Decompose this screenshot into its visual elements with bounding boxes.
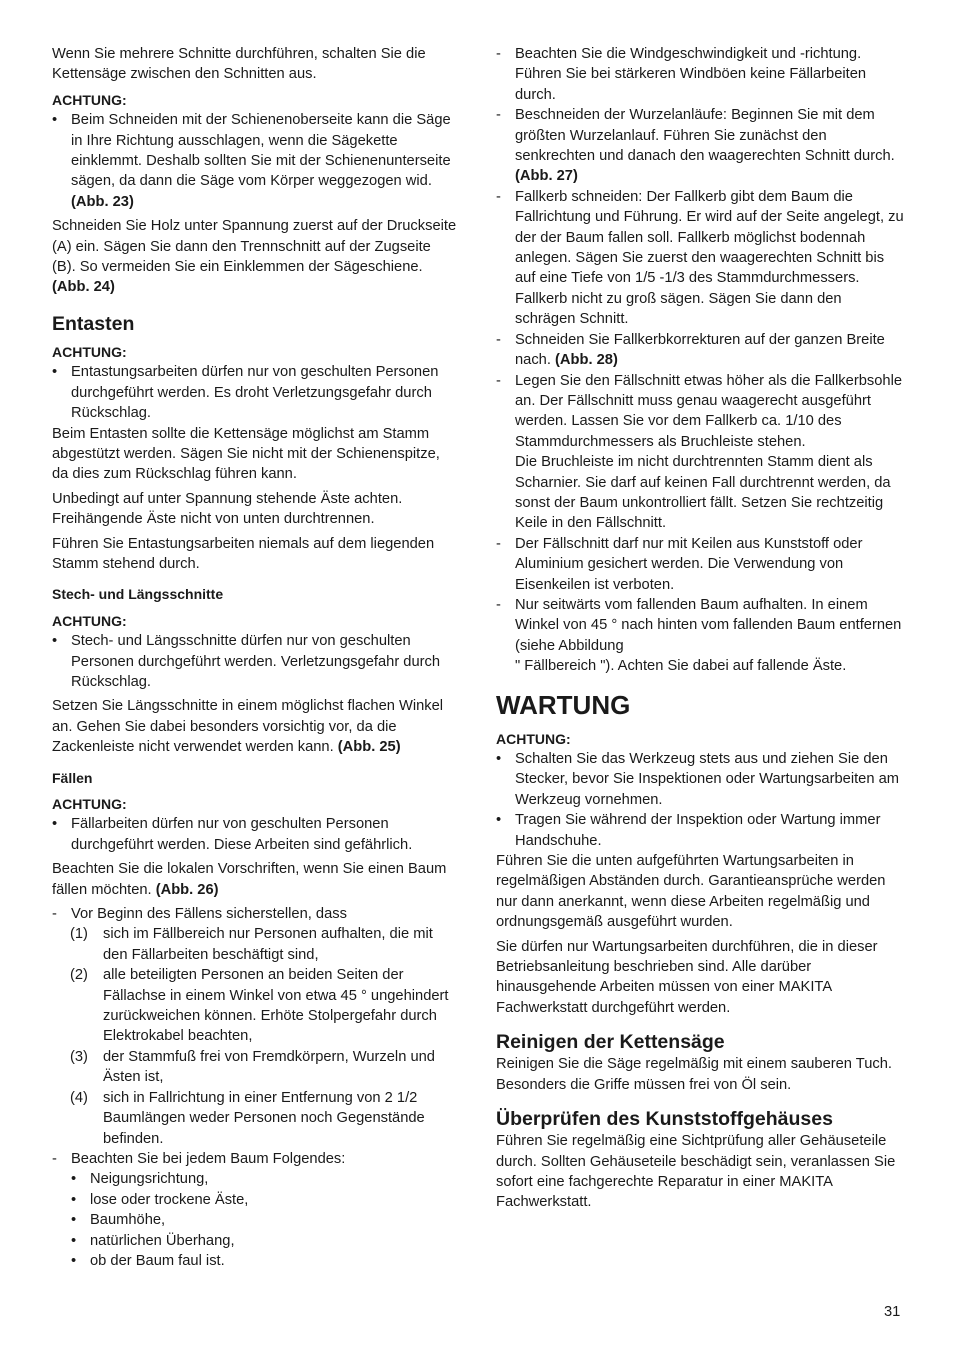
dash-text: Schneiden Sie Fallkerbkorrekturen auf der ganzen Breite nach. (515, 331, 885, 369)
subheading-faellen: Fällen (52, 769, 93, 786)
dash-item (496, 371, 906, 453)
sub-bullet-item (52, 1251, 458, 1271)
paragraph: Beim Entasten sollte die Kettensäge möglichst am Stamm abgestützt werden. Sägen Sie nicht mit der Schienenspitze, da dies zum Rückschlag führen kann. (52, 425, 440, 483)
section-heading-entasten: Entasten (52, 312, 135, 335)
dash-item (496, 595, 906, 656)
bullet-marker: • (52, 364, 58, 381)
figure-ref: (Abb. 24) (52, 279, 115, 296)
sub-bullet-item (52, 1169, 458, 1189)
bullet-marker: • (496, 751, 502, 767)
figure-ref: (Abb. 26) (155, 881, 219, 898)
warning-label: ACHTUNG: (52, 343, 127, 360)
bullet-item (52, 631, 458, 692)
dash-continuation: Die Bruchleiste im nicht durchtrennten Stamm dient als Scharnier. Sie darf auf keinen Fall durchtrennt werden, da sonst der Baum unkontrolliert fällt. Setzen Sie rechtzeitig Keile in den Fällschnitt. (515, 454, 891, 532)
bullet-item (496, 810, 906, 851)
sub-bullet-text: natürlichen Überhang, (90, 1232, 235, 1249)
sub-bullet-text: lose oder trockene Äste, (90, 1191, 249, 1208)
bullet-marker: • (52, 633, 58, 650)
bullet-item (496, 749, 906, 810)
dash-continuation: " Fällbereich "). Achten Sie dabei auf fallende Äste. (515, 658, 847, 675)
dash-text: Legen Sie den Fällschnitt etwas höher als die Fallkerbsohle an. Der Fällschnitt muss genau waagerecht ausgeführt werden. Lassen Sie vor dem Fallkerb ca. 1/10 des Stammdurchmessers als Bruchleiste stehen. (515, 372, 902, 450)
sub-bullet-text: Neigungsrichtung, (90, 1171, 209, 1188)
numbered-text: der Stammfuß frei von Fremdkörpern, Wurzeln und Ästen ist, (103, 1048, 435, 1086)
dash-text: Vor Beginn des Fällens sicherstellen, dass (71, 906, 347, 923)
paragraph: Führen Sie die unten aufgeführten Wartungsarbeiten in regelmäßigen Abständen durch. Garantieansprüche werden nur dann anerkannt, wenn diese Arbeiten regelmäßig und ordnungsgemäß ausgeführt wurden. (496, 853, 886, 931)
dash-marker: - (496, 107, 501, 124)
paragraph: Führen Sie Entastungsarbeiten niemals auf dem liegenden Stamm stehend durch. (52, 535, 435, 572)
numbered-text: sich im Fällbereich nur Personen aufhalten, die mit den Fällarbeiten beschäftigt sind, (103, 926, 433, 963)
dash-marker: - (496, 188, 501, 205)
paragraph: Wenn Sie mehrere Schnitte durchführen, schalten Sie die Kettensäge zwischen den Schnitten aus. (52, 46, 426, 83)
dash-marker: - (496, 372, 501, 389)
sub-bullet-item (52, 1231, 458, 1251)
dash-item (52, 904, 458, 924)
bullet-text: Beim Schneiden mit der Schienenoberseite kann die Säge in Ihre Richtung ausschlagen, wenn die Sägekette einklemmt. Deshalb sollten Sie mit der Schienenunterseite sägen, da dann die Säge vom Körper weggezogen wid. (71, 112, 451, 190)
bullet-marker: • (71, 1252, 77, 1269)
dash-item (496, 534, 906, 595)
sub-bullet-item (52, 1190, 458, 1210)
dash-marker: - (496, 596, 501, 613)
warning-label: ACHTUNG: (52, 612, 127, 629)
dash-text: Der Fällschnitt darf nur mit Keilen aus Kunststoff oder Aluminium gesichert werden. Die Verwendung von Eisenkeilen ist verboten. (515, 535, 863, 593)
numbered-item (52, 1047, 458, 1088)
dash-marker: - (496, 331, 501, 348)
paragraph (52, 216, 458, 298)
dash-text: Beschneiden der Wurzelanläufe: Beginnen Sie mit dem größten Wurzelanlauf. Führen Sie zunächst den senkrechten und danach den waagerechten Schnitt durch. (515, 107, 895, 165)
paragraph-text: Setzen Sie Längsschnitte in einem möglichst flachen Winkel an. Gehen Sie dabei besonders vorsichtig vor, da die Zackenleiste nicht verwendet werden kann. (52, 698, 444, 756)
dash-item (496, 187, 906, 330)
figure-ref: (Abb. 25) (337, 739, 401, 756)
right-column (496, 44, 906, 1217)
paragraph (52, 859, 458, 900)
bullet-text: Tragen Sie während der Inspektion oder Wartung immer Handschuhe. (515, 812, 881, 849)
bullet-marker: • (71, 1232, 77, 1249)
dash-marker: - (496, 46, 501, 62)
section-heading-wartung: WARTUNG (496, 689, 631, 720)
bullet-text: Fällarbeiten dürfen nur von geschulten Personen durchgeführt werden. Diese Arbeiten sind gefährlich. (71, 816, 413, 853)
bullet-item (52, 362, 458, 423)
figure-ref: (Abb. 28) (555, 352, 618, 369)
paragraph-text: Beachten Sie die lokalen Vorschriften, wenn Sie einen Baum fällen möchten. (52, 861, 447, 898)
paragraph (52, 696, 458, 757)
warning-label: ACHTUNG: (496, 730, 571, 747)
dash-text: Nur seitwärts vom fallenden Baum aufhalten. In einem Winkel von 45 ° nach hinten vom fallenden Baum entfernen (siehe Abbildung (515, 596, 902, 654)
dash-text: Fallkerb schneiden: Der Fallkerb gibt dem Baum die Fallrichtung und Führung. Er wird auf der Seite angelegt, zu der der Baum fallen soll. Fallkerb möglichst bodennah anlegen. Sägen Sie zuerst den waagerechten Schnitt bis auf eine Tiefe von 1/5 -1/3 des Stammdurchmessers. Fallkerb nicht zu groß sägen. Sägen Sie dann den schrägen Schnitt. (515, 188, 904, 328)
bullet-marker: • (52, 112, 58, 129)
numbered-item (52, 1088, 458, 1149)
bullet-text: Schalten Sie das Werkzeug stets aus und ziehen Sie den Stecker, bevor Sie Inspektionen oder Wartungsarbeiten am Werkzeug vornehmen. (515, 751, 899, 808)
number-marker: (3) (70, 1048, 88, 1065)
figure-ref: (Abb. 27) (515, 168, 578, 185)
dash-marker: - (52, 1150, 57, 1167)
subheading-stech: Stech- und Längsschnitte (52, 586, 224, 603)
bullet-marker: • (496, 812, 502, 829)
section-heading-reinigen: Reinigen der Kettensäge (496, 1031, 725, 1054)
bullet-marker: • (52, 816, 58, 833)
numbered-item (52, 924, 458, 965)
dash-item (496, 105, 906, 187)
bullet-item (52, 110, 458, 212)
number-marker: (1) (70, 926, 88, 943)
dash-text: Beachten Sie die Windgeschwindigkeit und -richtung. Führen Sie bei stärkeren Windböen keine Fällarbeiten durch. (515, 46, 867, 103)
bullet-text: Stech- und Längsschnitte dürfen nur von geschulten Personen durchgeführt werden. Verletzungsgefahr durch Rückschlag. (71, 633, 441, 690)
sub-bullet-text: ob der Baum faul ist. (90, 1252, 225, 1269)
bullet-text: Entastungsarbeiten dürfen nur von geschulten Personen durchgeführt werden. Es droht Verletzungsgefahr durch Rückschlag. (71, 364, 439, 422)
numbered-text: sich in Fallrichtung in einer Entfernung von 2 1/2 Baumlängen weder Personen noch Gegenstände befinden. (103, 1089, 425, 1147)
paragraph: Führen Sie regelmäßig eine Sichtprüfung aller Gehäuseteile durch. Sollten Gehäuseteile beschädigt sein, veranlassen Sie sofort eine fachgerechte Reparatur in einer MAKITA Fachwerkstatt. (496, 1133, 896, 1211)
warning-label: ACHTUNG: (52, 796, 127, 812)
paragraph: Unbedingt auf unter Spannung stehende Äste achten. Freihängende Äste nicht von unten durchtrennen. (52, 490, 403, 528)
section-heading-ueberpruefen: Überprüfen des Kunststoffgehäuses (496, 1108, 833, 1131)
number-marker: (2) (70, 967, 88, 984)
numbered-text: alle beteiligten Personen an beiden Seiten der Fällachse in einem Winkel von etwa 45 ° ungehindert zurückweichen können. Erhöte Stolpergefahr durch Elektrokabel beachten, (103, 967, 449, 1045)
number-marker: (4) (70, 1089, 88, 1106)
dash-item (52, 1149, 458, 1169)
paragraph: Sie dürfen nur Wartungsarbeiten durchführen, die in dieser Betriebsanleitung beschrieben sind. Alle darüber hinausgehende Arbeiten müssen von einer MAKITA Fachwerkstatt durchgeführt werden. (496, 938, 878, 1016)
sub-bullet-text: Baumhöhe, (90, 1212, 166, 1229)
paragraph-text: Schneiden Sie Holz unter Spannung zuerst auf der Druckseite (A) ein. Sägen Sie dann den Trennschnitt auf der Zugseite (B). So vermeiden Sie ein Einklemmen der Sägeschiene. (52, 218, 457, 276)
page-number: 31 (884, 1304, 901, 1320)
warning-label: ACHTUNG: (52, 91, 127, 108)
bullet-item (52, 814, 458, 855)
dash-item (496, 330, 906, 371)
paragraph: Reinigen Sie die Säge regelmäßig mit einem sauberen Tuch. Besonders die Griffe müssen frei von Öl sein. (496, 1056, 892, 1093)
dash-marker: - (52, 906, 57, 923)
bullet-marker: • (71, 1191, 77, 1208)
dash-marker: - (496, 535, 501, 552)
dash-item (496, 44, 906, 105)
sub-bullet-item (52, 1210, 458, 1230)
numbered-item (52, 965, 458, 1047)
bullet-marker: • (71, 1212, 77, 1229)
left-column (52, 44, 458, 1271)
figure-ref: (Abb. 23) (71, 193, 134, 210)
bullet-marker: • (71, 1171, 77, 1188)
dash-text: Beachten Sie bei jedem Baum Folgendes: (71, 1150, 346, 1167)
